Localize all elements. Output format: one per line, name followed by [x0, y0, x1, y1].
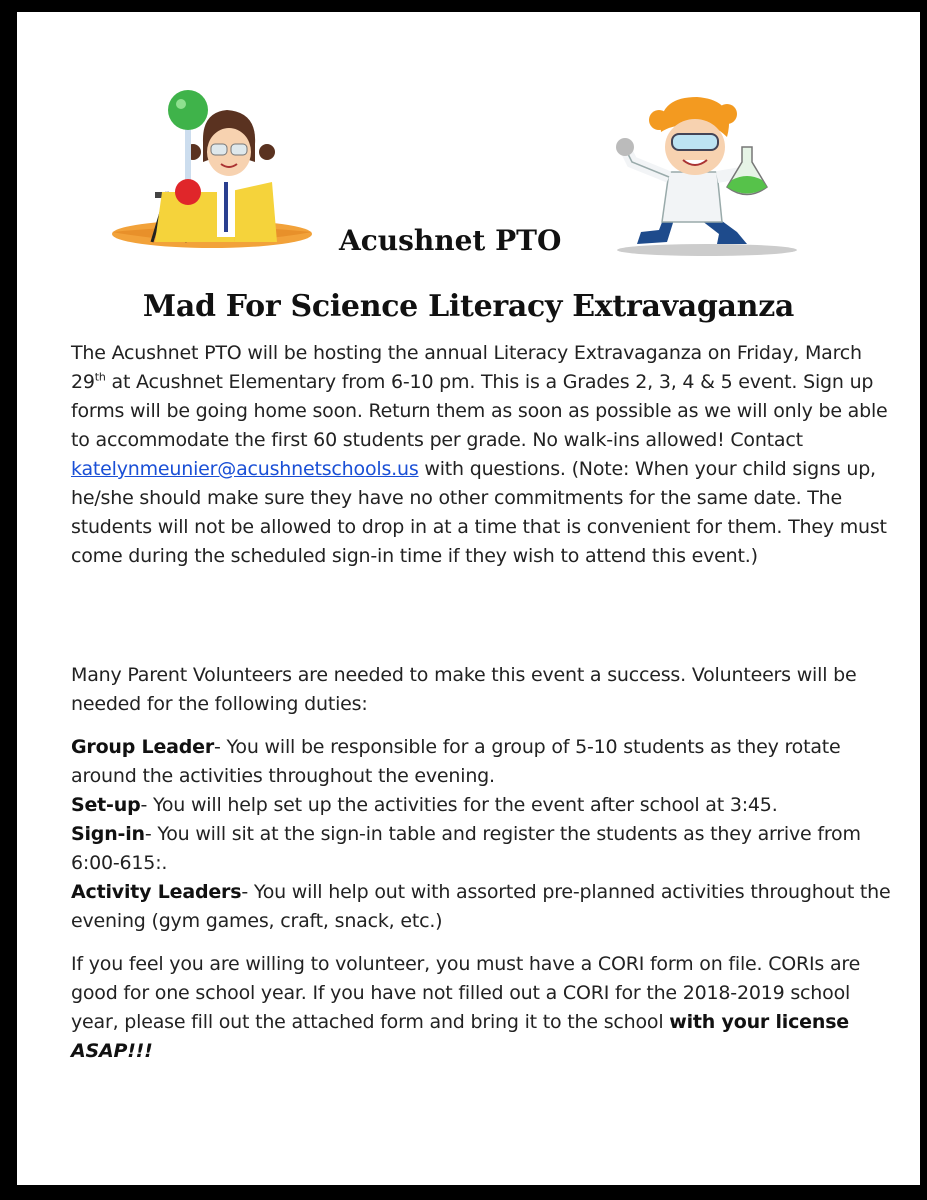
boy-scientist-illustration: [597, 92, 797, 262]
intro-text-2: at Acushnet Elementary from 6-10 pm. This is a Grades 2, 3, 4 & 5 event. Sign up forms will be going home soon. Return them as soon as possible as we will only be able to accommodate the first 60 students per grade. No walk-ins allowed! Contact: [71, 371, 888, 451]
intro-note: (Note: When your child signs up, he/she should make sure they have no other commitments for the same date. The students will not be allowed to drop in at a time that is convenient for them. They must come during the scheduled sign-in time if they wish to attend this event.): [71, 458, 887, 567]
duty-name: Group Leader: [71, 736, 215, 758]
duty-desc: - You will sit at the sign-in table and register the students as they arrive from 6:00-615:.: [71, 823, 861, 874]
intro-text-1: The Acushnet PTO will be hosting the annual Literacy Extravaganza on Friday, March 29: [71, 342, 862, 393]
cori-paragraph: [71, 950, 901, 1066]
duty-desc: - You will help out with assorted pre-planned activities throughout the evening (gym games, craft, snack, etc.): [71, 881, 891, 932]
duty-item: [71, 733, 901, 791]
duty-desc: - You will be responsible for a group of 5-10 students as they rotate around the activities throughout the evening.: [71, 736, 841, 787]
intro-text-3: with questions.: [418, 458, 566, 480]
girl-scientist-illustration: [107, 82, 327, 262]
cori-text: If you feel you are willing to volunteer, you must have a CORI form on file. CORIs are good for one school year. If you have not filled out a CORI for the 2018-2019 school year, please fill out the attached form and bring it to the school: [71, 953, 861, 1033]
flyer-page: [17, 12, 920, 1185]
duty-item: [71, 791, 901, 820]
duty-desc: - You will help set up the activities for the event after school at 3:45.: [140, 794, 778, 816]
volunteers-section: [71, 661, 901, 1066]
duty-name: Sign-in: [71, 823, 145, 845]
date-superscript: th: [94, 370, 106, 384]
duty-name: Activity Leaders: [71, 881, 242, 903]
duty-item: [71, 820, 901, 878]
cori-bold: with your license: [669, 1011, 849, 1033]
intro-paragraph: [71, 339, 901, 571]
org-heading: Acushnet PTO: [339, 224, 562, 257]
cori-asap: ASAP!!!: [71, 1040, 153, 1062]
volunteers-intro: Many Parent Volunteers are needed to make this event a success. Volunteers will be needed for the following duties:: [71, 664, 857, 715]
page-title: Mad For Science Literacy Extravaganza: [142, 289, 795, 324]
duty-name: Set-up: [71, 794, 141, 816]
duty-item: [71, 878, 901, 936]
contact-email-link[interactable]: katelynmeunier@acushnetschools.us: [71, 458, 419, 480]
